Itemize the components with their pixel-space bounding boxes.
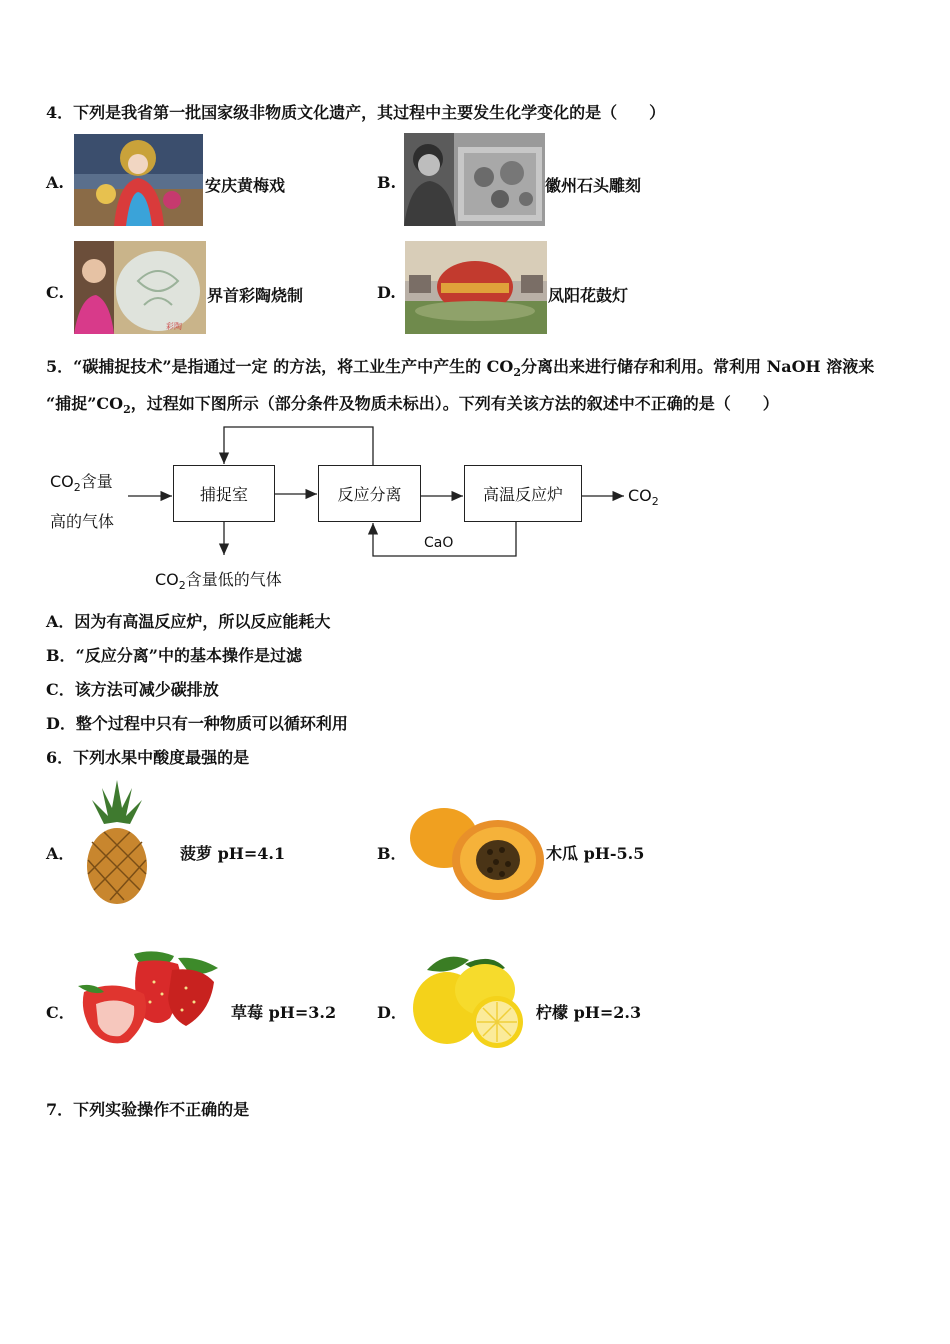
q5-stem-line1: 5．“碳捕捉技术”是指通过一定 的方法，将工业生产中产生的 $CO_2$分离出来进行储存和利用。常利用 NaOH 溶液来 [46,357,875,380]
q6-option-a-letter: A． [46,844,75,863]
q5-option-a: A．因为有高温反应炉，所以反应能耗大 [46,612,331,631]
q4-option-a-letter: A. [46,173,64,192]
q4-option-d-letter: D. [377,283,396,302]
q6-option-c-text: 草莓 pH=3.2 [231,1003,337,1022]
q6-option-d-letter: D． [377,1003,407,1022]
high-temp-furnace-box: 高温反应炉 [464,465,582,522]
q5-stem-line2: “捕捉$”CO_2$，过程如下图所示（部分条件及物质未标出）。下列有关该方法的叙述中不正确的是（ ） [46,394,779,417]
strawberry-image [74,948,224,1050]
flow-input-label-line2: 高的气体 [50,512,115,531]
q4-option-b-text: 徽州石头雕刻 [545,176,642,195]
q5-option-d: D．整个过程中只有一种物质可以循环利用 [46,714,348,733]
q4-option-c-text: 界首彩陶烧制 [207,286,304,305]
pineapple-image [74,778,160,908]
lemon-image [405,950,531,1050]
q4-option-a-text: 安庆黄梅戏 [205,176,286,195]
q6-stem: 6．下列水果中酸度最强的是 [46,748,250,767]
q5-option-c: C．该方法可减少碳排放 [46,680,219,699]
q7-stem: 7．下列实验操作不正确的是 [46,1100,250,1119]
q4-option-d-text: 凤阳花鼓灯 [548,286,629,305]
papaya-image [406,798,546,904]
flow-cao-label: CaO [424,535,454,551]
q6-option-b-letter: B． [377,844,407,863]
capture-chamber-box: 捕捉室 [173,465,275,522]
q6-option-d-text: 柠檬 pH=2.3 [536,1003,642,1022]
q6-option-c-letter: C． [46,1003,75,1022]
reaction-separation-box: 反应分离 [318,465,421,522]
q4-option-b-letter: B. [377,173,397,192]
flow-output-label: $CO_2$ [628,486,659,509]
q6-option-a-text: 菠萝 pH=4.1 [180,844,286,863]
q4-option-c-letter: C. [46,283,65,302]
svg-text:彩陶: 彩陶 [166,322,182,331]
q6-option-b-text: 木瓜 pH-5.5 [546,844,645,863]
q4-stem: 4．下列是我省第一批国家级非物质文化遗产，其过程中主要发生化学变化的是（ ） [46,103,666,122]
flow-input-label-line1: $CO_2$含量 [50,472,113,495]
q5-option-b: B．“反应分离”中的基本操作是过滤 [46,646,302,665]
flow-bottom-label: $CO_2$含量低的气体 [155,570,282,593]
